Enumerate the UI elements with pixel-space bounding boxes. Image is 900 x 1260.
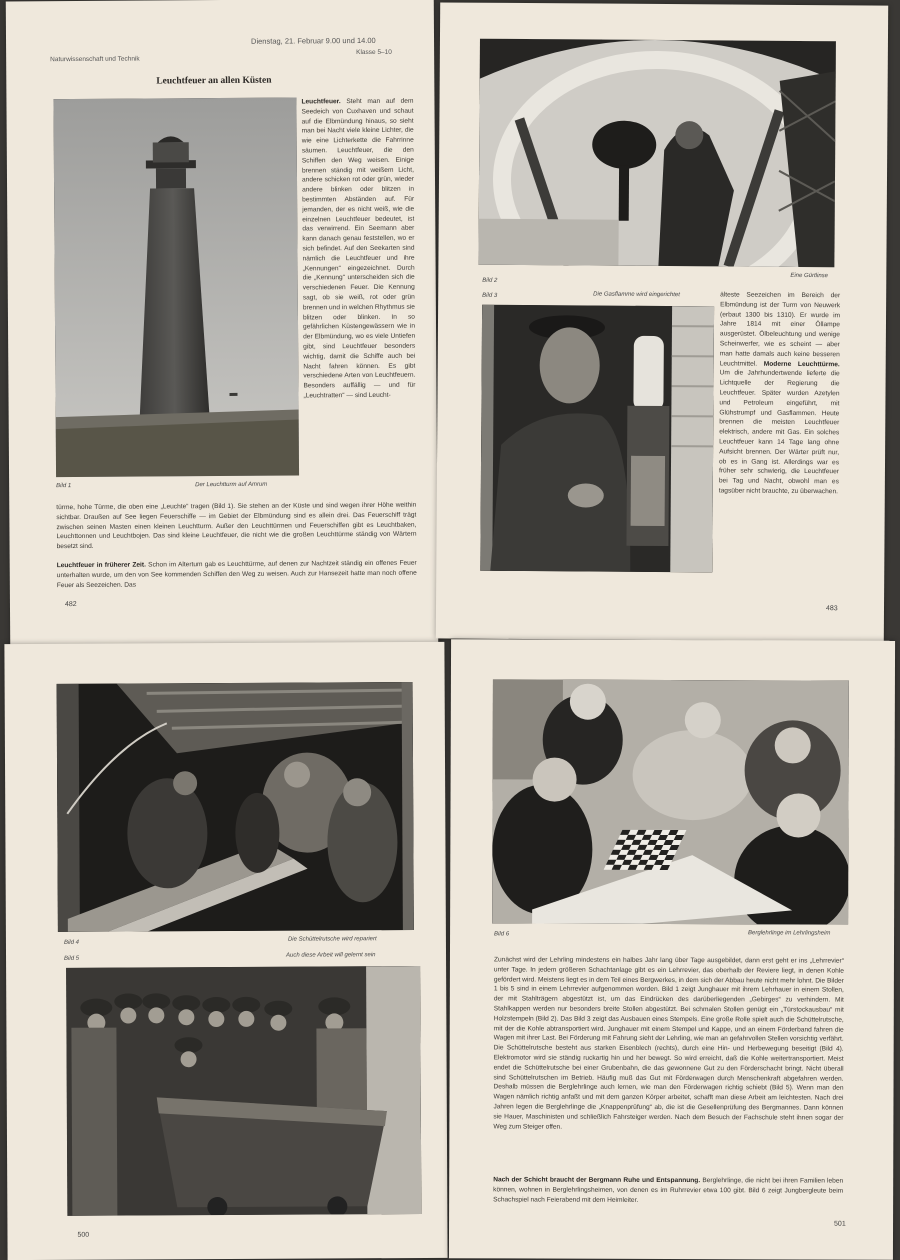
page-title: Leuchtfeuer an allen Küsten (156, 76, 271, 87)
lighthouse-photo (53, 97, 299, 477)
caption-bild-4-text: Die Schüttelrutsche wird repariert (288, 936, 377, 942)
class-header: Klasse 5–10 (356, 49, 392, 56)
caption-bild-1-label: Bild 1 (56, 483, 71, 489)
section-header: Naturwissenschaft und Technik (50, 56, 140, 64)
column-lead: Leuchtfeuer. (301, 98, 340, 105)
column-body-2: Um die Jahrhundertwende lieferte die Lichtquelle der Regierung die Leuchtfeuer. Später wurden Azetylen und Petroleum eingeführt, mit Glühstrumpf und Gasflammen. Heute brennen die meisten Leuchtfeuer elektrisch, andere mit Gas. Ein solches Leuchtfeuer kann 14 Tage lang ohne Aufsicht brennen. Der Wärter prüft nur, ob es in Gang ist. Allerdings war es früher sehr schwierig, die Leuchtfeuer bei Tag und Nacht, obwohl man es tagsüber nicht brauchte, zu überwachen. (719, 370, 840, 495)
column-lead-2: Moderne Leuchttürme. (764, 360, 840, 368)
body-paragraph-2: Schon im Altertum gab es Leuchttürme, auf denen zur Nachtzeit ständig ein offenes Feuer unterhalten wurde, um den von See kommenden Schiffen den Weg zu weisen. Auch zur Hansezeit hatte man noch offene Feuer als Seezeichen. Das (57, 560, 417, 589)
body-text (56, 501, 416, 552)
page-501 (449, 639, 895, 1260)
schedule-header: Dienstag, 21. Februar 9.00 und 14.00 (251, 36, 376, 46)
body-text (493, 955, 844, 1171)
caption-bild-6-text: Berglehrlinge im Lehrlingsheim (748, 930, 830, 936)
caption-bild-2-text: Eine Gürtlinse (790, 273, 828, 279)
page-number: 501 (834, 1221, 846, 1228)
right-column-text (718, 290, 840, 581)
right-column-text (301, 97, 416, 498)
mine-cart-photo (66, 966, 421, 1216)
caption-bild-6-label: Bild 6 (494, 931, 509, 937)
caption-bild-3-text: Die Gasflamme wird eingerichtet (593, 292, 680, 299)
body-paragraph: Zunächst wird der Lehrling mindestens ein halbes Jahr lang über Tage ausgebildet, dann erst geht er ins „Lehrrevier“ unter Tage. In jedem größeren Schachtanlage gibt es ein Lehrrevier, das oberhalb der Reviere liegt, in denen Kohle gefördert wird. Meistens liegt es in dem Teil eines Bergwerkes, in dem sich der Abbau heute nicht mehr lohnt. Die Bilder 1 bis 5 sind in einem Lehrrevier aufgenommen worden. Bild 1 zeigt Junghauer mit ihrem Lehrhauer in einem Stollen, der mit Stahlträgern abgestützt ist, um das Eindrücken des darüberliegenden „Gebirges“ zu verhindern. Mit Stahlkappen werden nur besonders breite Stollen abgestützt. Bei schmalen Stollen genügt ein „Türstockausbau“ mit Holzstempeln (Bild 2). Das Bild 3 zeigt das Ausbauen eines Stempels. Eine große Rolle spielt auch die Schüttelrutsche, mit der die Kohle abtransportiert wird. Junghauer mit einem Stempel und Kappe, und an einem Förderband fahren die Wagen mit ihrer Last. Bei Förderung mit Fahrung sieht der Lehrling, wie man an gefahrvollen Stellen vorsichtig verfährt. Die Schüttelrutsche besteht aus starken Eisenblech (rechts), durch eine Hin- und Herbewegung beseitigt (Bild 4). Elektromotor wird sie ständig ruckartig hin und her bewegt. So wird erreicht, daß die Kohle weitertransportiert. Meist endet die Schüttelrutsche bei einer Grubenbahn, die das gewonnene Gut zu den Förderschacht bringt. Nicht überall sind Schüttelrutschen im Betrieb. Häufig muß das Gut mit Förderwagen durch Menschenkraft abgefahren werden. Deshalb müssen die Berglehrlinge auch lernen, wie man den Förderwagen richtig schiebt (Bild 5). Wenn man den Wagen nämlich richtig anfaßt und mit dem ganzen Körper arbeitet, schafft man diese Arbeit am leichtesten. Nach drei Jahren legen die Berglehrlinge die „Knappenprüfung“ ab, die ist die Gesellenprüfung des Bergmannes. Dann können sie Hauer, Maschinisten und schließlich Fahrsteiger werden. Nach dem Besuch der Fachschule steht ihnen sogar der Weg zum Steiger offen. (493, 956, 844, 1130)
page-number: 482 (65, 601, 77, 608)
page-number: 483 (826, 605, 838, 612)
page-number: 500 (77, 1232, 89, 1239)
caption-bild-5-text: Auch diese Arbeit will gelernt sein (286, 952, 376, 958)
caption-bild-1-text: Der Leuchtturm auf Amrum (195, 482, 267, 489)
page-482 (6, 0, 438, 646)
page-483 (436, 2, 888, 641)
body-paragraph-2: Berglehrlinge, die nicht bei ihren Familien leben können, wohnen in Berglehrlingsheimen, von denen es im Ruhrrevier etwa 100 gibt. Bild 6 zeigt Jungbergleute beim Schachspiel nach Feierabend mit dem Heimleiter. (493, 1177, 843, 1203)
lens-photo (478, 39, 836, 267)
body-text-2 (493, 1175, 843, 1206)
body-text-2 (57, 559, 417, 592)
caption-bild-4-label: Bild 4 (64, 940, 79, 946)
caption-bild-5-label: Bild 5 (64, 956, 79, 962)
conveyor-repair-photo (57, 682, 414, 932)
column-body: Steht man auf dem Seedeich von Cuxhaven und schaut auf die Elbmündung hinaus, so sieht man bei Nacht viele kleine Lichter, die wie eine Lichterkette die Fahrrinne säumen. Leuchtfeuer, die den Schiffen den Weg weisen. Einige brennen ständig mit weißem Licht, andere schicken rot oder grün, wieder andere blinken oder blitzen in bestimmten Abständen auf. Für jemanden, der es nicht weiß, wie die einzelnen Leuchtfeuer bedeutet, ist das verwirrend. Ein Seemann aber kann danach genau feststellen, wo er sich befindet. Auf den Seekarten sind nämlich die Leuchtfeuer und ihre „Kennungen“ eingezeichnet. Durch die „Kennung“ unterscheiden sich die verschiedenen Feuer. Die Kennung sagt, ob sie weiß, rot oder grün brennen und in welchen Rhythmus sie blitzen oder blinken. In so gefährlichen Küstengewässern wie in der Elbmündung, wo es viele Untiefen gibt, sind Leuchtfeuer besonders wichtig, damit die Schiffe auch bei Nacht fahren können. Es gibt verschiedene Arten von Leuchtfeuern. Besonders auffällig — und für „Leuchtratten“ — sind Leucht- (302, 98, 416, 400)
caption-bild-2-label: Bild 2 (482, 278, 497, 284)
column-body: älteste Seezeichen im Bereich der Elbmündung ist der Turm von Neuwerk (erbaut 1300 bis 1310). Er wurde im Jahre 1814 mit einer Öllampe ausgerüstet. Ölbeleuchtung und wenige Scheinwerfer, wie es scheint — aber man hatte damals auch keine besseren Leuchtmittel. (720, 291, 841, 367)
body-lead-2: Nach der Schicht braucht der Bergmann Ruhe und Entspannung. (493, 1176, 700, 1184)
body-lead-2: Leuchtfeuer in früherer Zeit. (57, 562, 146, 570)
body-paragraph: türme, hohe Türme, die oben eine „Leuchte“ tragen (Bild 1). Sie stehen an der Küste und sind wegen ihrer Höhe weithin sichtbar. Draußen auf See liegen Feuerschiffe — im Gebiet der Elbmündung sind es allein drei. Das Feuerschiff trägt zwischen seinen Masten einen kleinen Leuchtturm. Außer den Leuchttürmen und Feuerschiffen gibt es Leuchtbaken, Leuchttonnen und Leuchtbojen. Das sind kleine Leuchtfeuer, die nicht wie die großen Leuchttürme ständig von Wärtern besetzt sind. (56, 502, 416, 551)
lamp-keeper-photo (480, 305, 714, 573)
caption-bild-3-label: Bild 3 (482, 293, 497, 299)
page-500 (4, 642, 447, 1260)
chess-apprentices-photo (492, 679, 849, 924)
